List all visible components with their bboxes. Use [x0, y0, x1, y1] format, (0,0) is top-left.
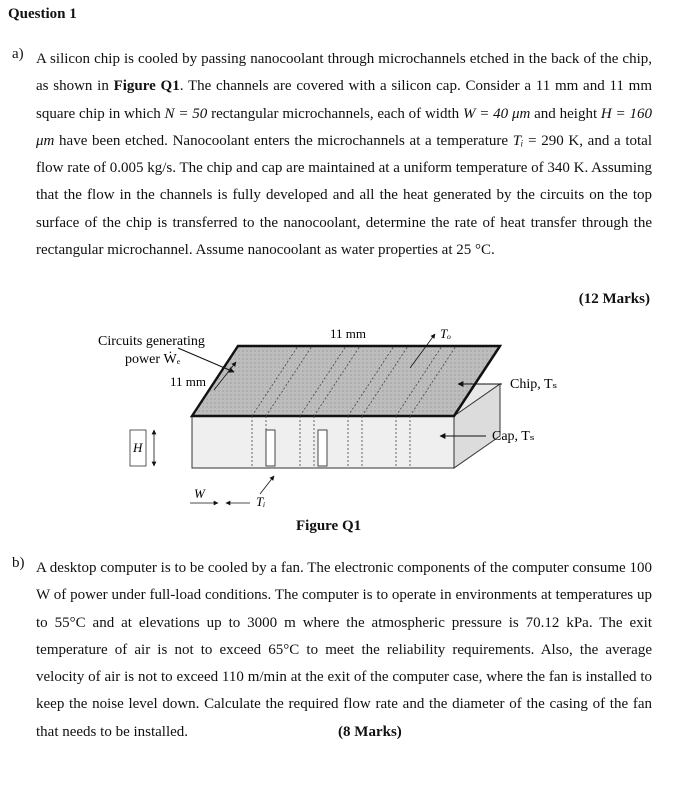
part-a-marks: (12 Marks) [578, 291, 650, 307]
label-w: W [194, 486, 205, 501]
part-b-text [36, 555, 652, 746]
channel-opening [318, 430, 327, 466]
figure-reference: Figure Q1 [113, 78, 180, 95]
label-circuits-2: power Ẇₑ [125, 352, 181, 367]
part-a-label: a) [12, 46, 24, 62]
question-title: Question 1 [8, 6, 77, 22]
ti-arrow [260, 476, 274, 494]
part-a-text-4: and height [530, 105, 601, 122]
part-a [12, 46, 652, 264]
label-to: Tₒ [440, 326, 451, 341]
eq-w: W = 40 μm [462, 105, 531, 122]
label-cap: Cap, Tₛ [492, 429, 535, 444]
part-a-text-5: have been etched. Nanocoolant enters the microchannels at a temperature [54, 132, 513, 149]
chip-top-face [192, 346, 500, 416]
part-b-label: b) [12, 555, 25, 571]
part-a-text-1: A silicon chip is cooled by passing nanocoolant through microchannels etched in the back of the chip, as shown in [36, 51, 652, 95]
label-circuits-1: Circuits generating [98, 334, 205, 349]
label-dim-side: 11 mm [170, 374, 206, 389]
label-h: H [133, 440, 143, 455]
sym-ti: Tᵢ [512, 132, 524, 149]
part-a-text-2: . The channels are covered with a silicon cap. Consider a 11 mm and 11 mm square chip in which [36, 78, 652, 122]
channel-opening [266, 430, 275, 466]
figure-caption: Figure Q1 [296, 518, 362, 534]
part-a-text-6: = 290 K, and a total flow rate of 0.005 kg/s. The chip and cap are maintained at a uniform temperature of 340 K. Assuming that the flow in the channels is fully developed and all the heat generated by the circuits on the top surface of the chip is transferred to the nanocoolant, determine the rate of heat transfer through the rectangular microchannel. Assume nanocoolant as water properties at 25 °C. [36, 132, 652, 259]
circuits-arrow [178, 348, 234, 372]
label-chip: Chip, Tₛ [510, 377, 558, 392]
figure-q1-diagram [90, 318, 590, 518]
label-ti: Tᵢ [256, 494, 266, 509]
label-dim-top: 11 mm [330, 326, 366, 341]
part-b [12, 555, 652, 746]
eq-h: H = 160 μm [36, 105, 652, 149]
part-a-text-3: rectangular microchannels, each of width [207, 105, 463, 122]
part-b-marks: (8 Marks) [338, 723, 402, 740]
eq-n: N = 50 [164, 105, 208, 122]
part-b-body: A desktop computer is to be cooled by a fan. The electronic components of the computer consume 100 W of power under full-load conditions. The computer is to operate in environments at temperatures up to 55°C and at elevations up to 3000 m where the atmospheric pressure is 70.12 kPa. The exit temperature of air is not to exceed 65°C to meet the reliability requirements. Also, the average velocity of air is not to exceed 110 m/min at the exit of the computer case, where the fan is installed to keep the noise level down. Calculate the required flow rate and the diameter of the casing of the fan that needs to be installed. [36, 560, 652, 740]
part-a-text [36, 46, 652, 264]
